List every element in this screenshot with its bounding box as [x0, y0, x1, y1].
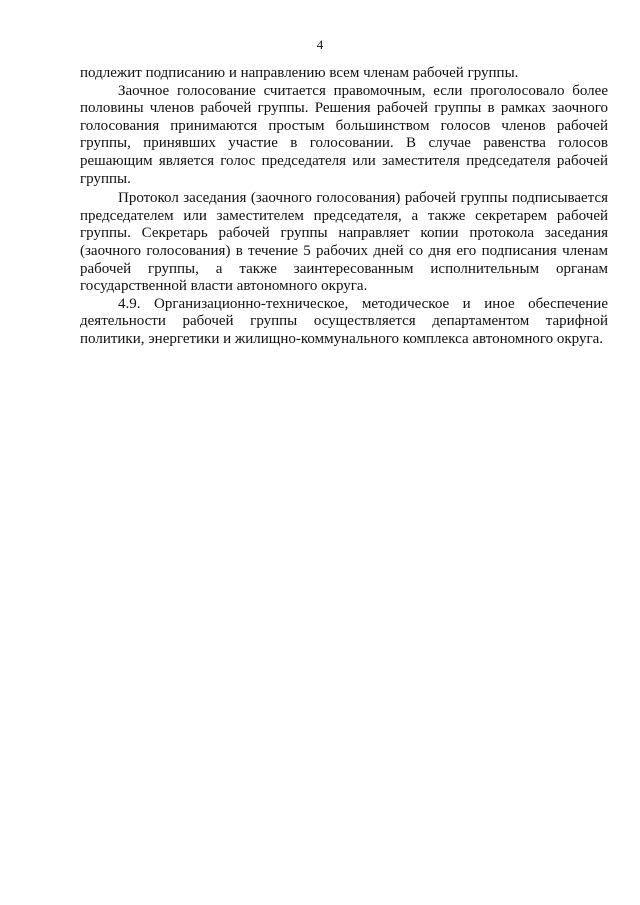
document-body — [80, 65, 608, 349]
paragraph-absentee-voting: Заочное голосование считается правомочным, если проголосовало более половины членов рабочей группы. Решения рабочей группы в рамках заочного голосования принимаются простым большинством голосов членов рабочей группы, принявших участие в голосовании. В случае равенства голосов решающим является голос председателя или заместителя председателя рабочей группы. — [80, 82, 608, 187]
page-number: 4 — [316, 37, 324, 52]
paragraph-continuation: подлежит подписанию и направлению всем членам рабочей группы. — [80, 65, 519, 81]
paragraph-protocol: Протокол заседания (заочного голосования) рабочей группы подписывается председателем или заместителем председателя, а также секретарем рабочей группы. Секретарь рабочей группы направляет копии протокола заседания (заочного голосования) в течение 5 рабочих дней со дня его подписания членам рабочей группы, а также заинтересованным исполнительным органам государственной власти автономного округа. — [80, 190, 608, 295]
paragraph-clause-4-9: 4.9. Организационно-техническое, методическое и иное обеспечение деятельности рабочей группы осуществляется департаментом тарифной политики, энергетики и жилищно-коммунального комплекса автономного округа. — [80, 295, 608, 347]
